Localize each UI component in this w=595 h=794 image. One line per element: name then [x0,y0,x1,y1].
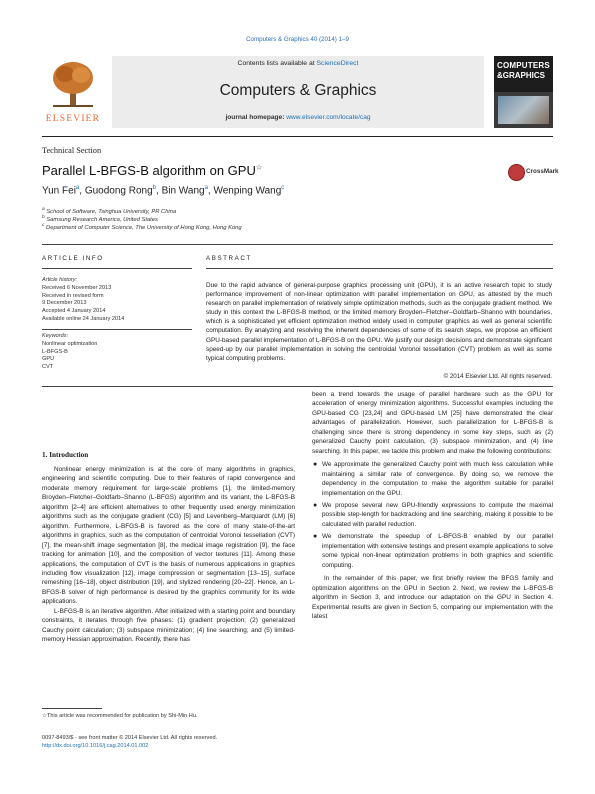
elsevier-logo [42,56,104,128]
affiliation [42,215,158,223]
body-paragraph: been a trend towards the usage of parallel hardware such as the GPU for acceleration of energy minimization algorithms. Successful examples including the GPU-based CG [23,24] and GPU-based LM [25] have demonstrated the clear advantages of parallelization. However, such parallelization for L-BFGS-B is challenging since there is strong dependency in some key steps, such as (2) generalized Cauchy point calculation, (3) subspace minimization, and (4) line searching. In this paper, we tackle this problem and make the following contributions: [312,391,553,455]
list-item [312,460,553,498]
list-item-text: We approximate the generalized Cauchy point with much less calculation while maintaining a similar rate of convergence. By doing so, we remove the dependency in the computation to make the algorithm suitable for parallel implementation on the GPU. [322,461,553,497]
affiliation-mark: a [42,207,45,212]
elsevier-tree-icon [48,58,98,108]
info-top-rule [42,244,553,245]
keyword: Nonlinear optimization [42,340,98,347]
author-affil-mark[interactable]: c [281,185,285,191]
affiliation [42,223,242,231]
history-keywords-rule [42,329,192,330]
author-affil-mark[interactable]: b [152,185,157,191]
author-list: Yun Fei$^a$, Guodong Rong$^b$, Bin Wang$^a$, Wenping Wang$^c$ [42,185,285,197]
author-name: Yun Fei [42,185,76,197]
history-line: Received in revised form [42,292,104,299]
crossmark-label: CrossMark [526,168,559,175]
keyword: GPU [42,356,55,363]
cover-title-line1: COMPUTERS [497,61,550,70]
journal-reference[interactable]: Computers & Graphics 40 (2014) 1–9 [246,36,349,43]
cover-title-line2: &GRAPHICS [497,71,546,80]
author-affil-mark[interactable]: a [75,185,80,191]
issn-line: 0097-8493/$ - see front matter © 2014 Elsevier Ltd. All rights reserved. [42,735,218,741]
history-label: Article history: [42,277,78,283]
body-paragraph: L-BFGS-B is an iterative algorithm. After initialized with a starting point and boundary constraints, it iterates through five phases: (1) gradient projection; (2) generalized Cauchy point calculation; (3) subspace minimization; (4) line searching; and (5) limited-memory Hessian approximation. Recently, there has [42,607,295,644]
bullet-icon: ● [313,533,318,541]
section-heading: 1. Introduction [42,451,89,459]
list-item-text: We demonstrate the speedup of L-BFGS-B enabled by our parallel implementation with extensive testings and present example applications to solve some typical non-linear optimization problems in both graphics and scientific computing. [322,533,553,569]
page-footer [42,734,217,750]
history-line: Available online 24 January 2014 [42,315,125,322]
abstract-bottom-rule [42,386,553,387]
abstract-col-rule [206,268,553,269]
body-paragraph: Nonlinear energy minimization is at the core of many algorithms in graphics, engineering and scientific computing. Due to their features of rapid convergence and moderate memory requirement for large-scale problems [1], the limited-memory Broyden–Fletcher–Goldfarb–Shanno (L-BFGS) algorithm and its variant, the L-BFGS-B algorithm [2–4] are efficient alternatives to other frequently used energy minimization algorithms such as the conjugate gradient (CG) [5] and Levenberg–Marquardt (LM) [6] algorithm. Furthermore, L-BFGS-B is favored as the core of many state-of-the-art algorithms in graphics, such as the computation of centroidal Voronoi tessellation (CVT) [7], the mean-shift image segmentation [8], the medical image registration [9], the face tracking for animation [10], and the composition of vector textures [11]. Among these applications, the computation of CVT is the basis of numerous applications in graphics including flow visualization [12], image compression or segmentation [13–15], surface remeshing [16–18], object distribution [19], and stylized rendering [20–22]. Hence, an L-BFGS-B solver of high performance is desired by the graphics community for its wide applications. [42,466,295,606]
footnote-rule [42,708,102,709]
crossmark-icon [508,164,525,181]
bullet-icon: ● [313,461,318,469]
contents-prefix: Contents lists available at [237,60,317,67]
doi-link[interactable]: http://dx.doi.org/10.1016/j.cag.2014.01.002 [42,743,149,749]
title-footnote-mark[interactable]: ☆ [255,164,263,172]
affiliation-text: Department of Computer Science, The University of Hong Kong, Hong Kong [46,224,242,231]
journal-cover-image [494,56,553,128]
section-type: Technical Section [42,146,102,155]
keywords-label: Keywords: [42,333,69,339]
homepage-link[interactable]: www.elsevier.com/locate/cag [286,114,371,121]
homepage-prefix: journal homepage: [225,114,287,121]
contents-line [112,60,484,67]
affiliation-mark: b [42,215,45,220]
cover-artwork [498,96,549,124]
header-rule [42,136,553,137]
journal-header-box [112,56,484,128]
article-history [42,277,192,324]
journal-homepage [112,114,484,121]
paper-title-text: Parallel L-BFGS-B algorithm on GPU [42,163,256,178]
history-line: Received 6 November 2013 [42,284,112,291]
journal-banner [42,56,553,132]
left-column [42,465,295,645]
bullet-icon: ● [313,501,318,509]
author-affil-mark[interactable]: a [204,185,208,191]
keywords-block [42,333,192,372]
paper-title [42,163,262,178]
affiliation-mark: c [42,223,45,228]
author-name: Wenping Wang [213,185,282,197]
list-item [312,501,553,529]
keyword: L-BFGS-B [42,348,68,355]
abstract-copyright: © 2014 Elsevier Ltd. All rights reserved. [443,373,552,380]
history-line: 9 December 2013 [42,300,87,307]
affiliation [42,207,176,215]
list-item [312,532,553,570]
crossmark-badge[interactable] [506,162,559,184]
abstract-header: ABSTRACT [206,255,252,262]
abstract-text: Due to the rapid advance of general-purpose graphics processing unit (GPU), it is an active research topic to study performance improvement of non-linear optimization with parallel implementation on GPU, as attested by the much research on parallel implementation of relatively simple optimization methods, such as the conjugate gradient method. We study in this context the L-BFGS-B method, or the limited memory Broyden–Fletcher–Goldfarb–Shanno with boundaries, which is a sophisticated yet efficient optimization method widely used in computer graphics as well as general scientific computation. By analyzing and resolving the inherent dependencies of some of its search steps, we propose an efficient GPU-based parallel implementation of L-BFGS-B on the GPU. We justify our design decisions and demonstrate significant speed-up by our parallel implementation in solving the centroidal Voronoi tessellation (CVT) problem as well as some typical computing problems. [206,282,552,362]
info-col-rule [42,268,192,269]
footnote: ☆This article was recommended for publication by Shi-Min Hu. [42,713,198,719]
body-paragraph: In the remainder of this paper, we first briefly review the BFGS family and optimization algorithms on the GPU in Section 2. Next, we review the L-BFGS-B algorithm in Section 3, and introduce our adaptation on the GPU in Section 4. Experimental results are given in Section 5, comparing our implementation with the latest [312,575,553,620]
article-info-header: ARTICLE INFO [42,255,104,262]
right-column [312,390,553,621]
author-name: Guodong Rong [84,185,153,197]
list-item-text: We propose several new GPU-friendly expressions to compute the maximal possible step-length for backtracking and line searching, making it possible to be calculated with parallel reduction. [322,501,553,528]
contributions-list [312,460,553,570]
history-line: Accepted 4 January 2014 [42,308,106,315]
publisher-name: ELSEVIER [45,114,101,124]
journal-title: Computers & Graphics [219,82,377,99]
author-name: Bin Wang [161,185,205,197]
keyword: CVT [42,364,54,371]
affiliation-text: School of Software, Tsinghua University, PR China [46,208,177,215]
affiliation-text: Samsung Research America, United States [46,216,158,223]
sciencedirect-link[interactable]: ScienceDirect [316,60,359,67]
